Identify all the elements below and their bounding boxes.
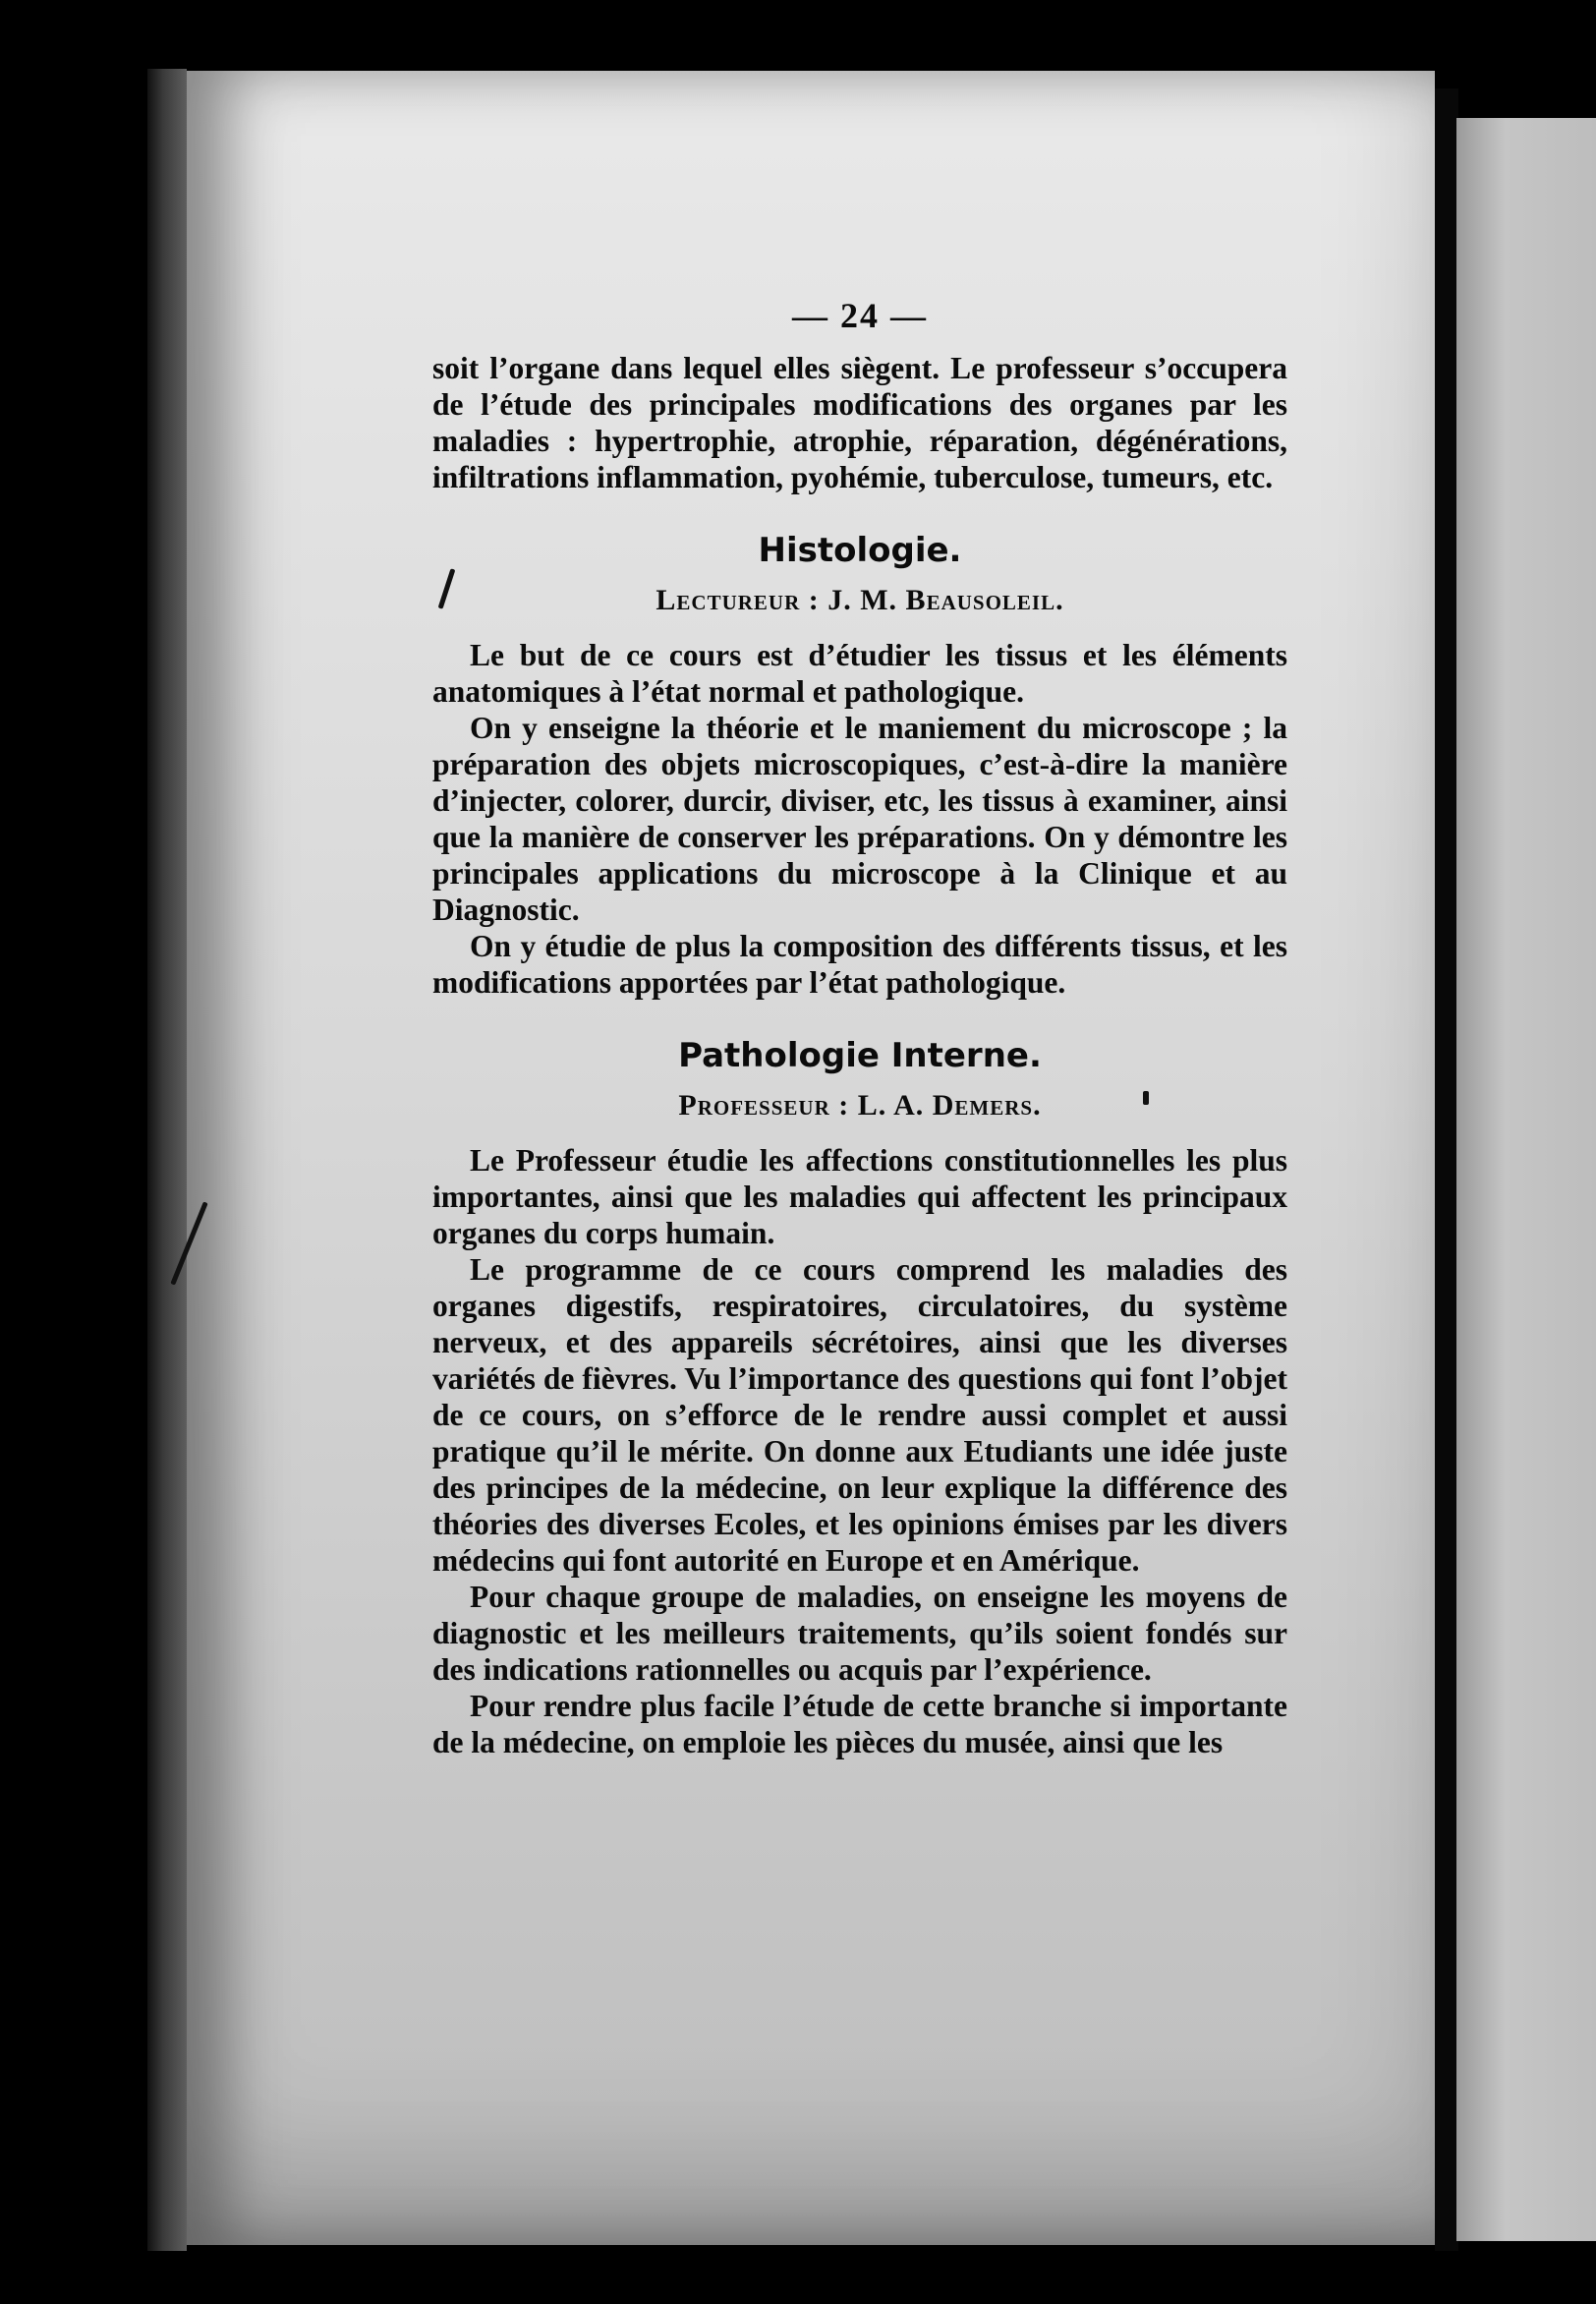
paragraph: Pour chaque groupe de maladies, on enseigne les moyens de diagnostic et les meilleurs traitements, qu’ils soient fondés sur des indications rationnelles ou acquis par l’expérience. <box>432 1580 1287 1687</box>
page-edge-shadow <box>147 69 187 2251</box>
page-text <box>432 295 1287 1760</box>
section-pathologie-interne <box>432 1036 1287 1760</box>
section-heading: Pathologie Interne. <box>678 1036 1042 1075</box>
paragraph: Le but de ce cours est d’étudier les tissus et les éléments anatomiques à l’état normal et pathologique. <box>432 638 1287 709</box>
professor-line: Professeur : L. A. Demers. <box>678 1089 1042 1122</box>
lecturer-line: Lectureur : J. M. Beausoleil. <box>656 584 1064 616</box>
paragraph: Le Professeur étudie les affections constitutionnelles les plus importantes, ainsi que les maladies qui affectent les principaux organes du corps humain. <box>432 1143 1287 1250</box>
paragraph: On y enseigne la théorie et le maniement du microscope ; la préparation des objets microscopiques, c’est-à-dire la manière d’injecter, colorer, durcir, diviser, etc, les tissus à examiner, ainsi que la manière de conserver les préparations. On y démontre les principales applications du microscope à la Clinique et au Diagnostic. <box>432 711 1287 927</box>
section-histologie <box>432 531 1287 1001</box>
facing-page-edge <box>1456 118 1596 2241</box>
paragraph: Le programme de ce cours comprend les maladies des organes digestifs, respiratoires, circulatoires, du système nerveux, et des appareils sécrétoires, ainsi que les diverses variétés de fièvres. Vu l’importance des questions qui font l’objet de ce cours, on s’efforce de le rendre aussi complet et aussi pratique qu’il le mérite. On donne aux Etudiants une idée juste des principes de la médecine, on leur explique la différence des théories des diverses Ecoles, et les opinions émises par les divers médecins qui font autorité en Europe et en Amérique. <box>432 1252 1287 1578</box>
gutter-shadow <box>1435 88 1458 2251</box>
section-heading: Histologie. <box>758 531 962 570</box>
paragraph: On y étudie de plus la composition des différents tissus, et les modifications apportées par l’état pathologique. <box>432 929 1287 1000</box>
page-number: — 24 — <box>792 296 928 335</box>
paragraph: Pour rendre plus facile l’étude de cette branche si importante de la médecine, on emploie les pièces du musée, ainsi que les <box>432 1689 1287 1759</box>
intro-paragraph: soit l’organe dans lequel elles siègent. Le professeur s’occupera de l’étude des principales modifications des organes par les maladies : hypertrophie, atrophie, réparation, dégénérations, infiltrations inflammation, pyohémie, tuberculose, tumeurs, etc. <box>432 351 1287 494</box>
